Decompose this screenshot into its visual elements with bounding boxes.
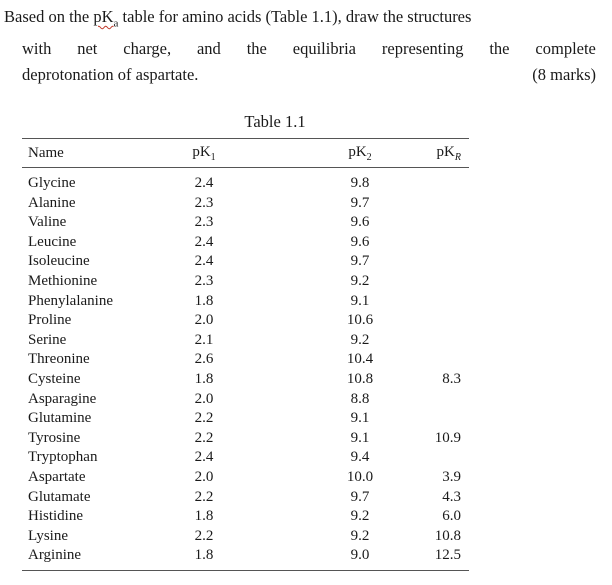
cell-pk2: 9.1 [350, 292, 370, 309]
cell-pkr [420, 194, 469, 214]
cell-pkr [420, 252, 469, 272]
cell-name: Alanine [28, 194, 76, 211]
question-intro: Based on the [4, 7, 94, 26]
question-line-1-text [4, 4, 471, 36]
header-name: Name [22, 139, 168, 168]
cell-name: Methionine [28, 272, 98, 289]
table-row [22, 213, 469, 233]
table-row [22, 233, 469, 253]
question-word: representing [381, 39, 464, 59]
cell-name: Proline [28, 312, 72, 329]
cell-pkr [420, 331, 469, 351]
question-word: complete [535, 39, 596, 59]
cell-pk1: 1.8 [194, 370, 214, 387]
cell-name: Glutamate [28, 488, 91, 505]
cell-pk2: 9.2 [350, 331, 370, 348]
pka-table [22, 138, 469, 571]
cell-pk1: 1.8 [194, 292, 214, 309]
table-row [22, 429, 469, 449]
cell-pk1: 2.2 [194, 410, 214, 427]
question-word: charge, [123, 39, 172, 59]
header-pk1 [168, 139, 240, 168]
question-line-1 [4, 4, 596, 36]
cell-name: Cysteine [28, 370, 81, 387]
cell-pkr [420, 272, 469, 292]
cell-name: Valine [28, 214, 67, 231]
table-row [22, 468, 469, 488]
cell-name: Histidine [28, 508, 83, 525]
cell-pk2: 9.7 [350, 488, 370, 505]
cell-pk1: 2.4 [194, 175, 214, 191]
cell-pkr [420, 448, 469, 468]
header-pk2 [240, 139, 420, 168]
cell-pk1: 2.0 [194, 468, 214, 485]
cell-pk1: 2.4 [194, 233, 214, 250]
cell-pkr [420, 350, 469, 370]
cell-name: Threonine [28, 351, 90, 368]
header-pk2-sub: 2 [366, 151, 372, 163]
cell-name: Lysine [28, 527, 68, 544]
cell-name: Leucine [28, 233, 77, 250]
cell-pkr: 6.0 [442, 508, 461, 525]
cell-pkr [420, 213, 469, 233]
cell-pk2: 9.7 [350, 194, 370, 211]
cell-pkr [420, 292, 469, 312]
cell-name: Tryptophan [28, 449, 98, 466]
table-row [22, 350, 469, 370]
table-title: Table 1.1 [244, 112, 306, 131]
cell-pk2: 9.2 [350, 527, 370, 544]
header-row [22, 139, 469, 168]
cell-pk1: 2.6 [194, 351, 214, 368]
table-row [22, 409, 469, 429]
cell-name: Glycine [28, 175, 76, 191]
question-line-3-text: deprotonation of aspartate. [22, 65, 199, 85]
cell-pk2: 9.1 [350, 410, 370, 427]
question-line-1-rest: table for amino acids (Table 1.1), draw the structures [118, 7, 472, 26]
cell-pkr [420, 390, 469, 410]
cell-pk2: 9.8 [350, 175, 370, 191]
marks-label: (8 marks) [532, 65, 596, 85]
cell-pk2: 9.2 [350, 508, 370, 525]
cell-pk2: 9.7 [350, 253, 370, 270]
cell-name: Asparagine [28, 390, 97, 407]
cell-pkr [420, 311, 469, 331]
table-row [22, 331, 469, 351]
question-line-3 [4, 62, 596, 88]
cell-pk1: 2.2 [194, 488, 214, 505]
pka-term-base: pK [93, 7, 114, 26]
cell-name: Isoleucine [28, 253, 90, 270]
table-row [22, 488, 469, 508]
table-row [22, 272, 469, 292]
pka-term-sub: a [113, 17, 119, 30]
cell-pk1: 2.2 [194, 527, 214, 544]
question-word: and [196, 39, 221, 59]
cell-pk2: 9.1 [350, 429, 370, 446]
cell-pk2: 10.8 [346, 370, 374, 387]
cell-pk1: 2.3 [194, 194, 214, 211]
table-row [22, 546, 469, 570]
cell-pk1: 1.8 [168, 546, 240, 570]
table-row [22, 292, 469, 312]
cell-pk2: 10.4 [346, 351, 374, 368]
pka-term [93, 7, 119, 30]
cell-pk2: 9.4 [350, 449, 370, 466]
header-pk1-sub: 1 [210, 151, 216, 163]
table-row [22, 390, 469, 410]
cell-pk1: 1.8 [194, 508, 214, 525]
cell-pk1: 2.0 [194, 390, 214, 407]
cell-pk2: 10.0 [346, 468, 374, 485]
cell-name: Phenylalanine [28, 292, 113, 309]
cell-name: Glutamine [28, 410, 92, 427]
cell-pk2: 10.6 [346, 312, 374, 329]
cell-pk2: 9.6 [350, 233, 370, 250]
question-word: with [22, 39, 52, 59]
question-line-2 [4, 36, 596, 62]
question-word: the [489, 39, 510, 59]
table-row [22, 252, 469, 272]
cell-pk2: 8.8 [350, 390, 370, 407]
table-row [22, 370, 469, 390]
cell-name: Arginine [22, 546, 168, 570]
question-line-2-text [22, 36, 596, 62]
table-row [22, 194, 469, 214]
cell-pk2: 9.0 [240, 546, 420, 570]
cell-pkr [420, 233, 469, 253]
table-row [22, 507, 469, 527]
cell-pkr [420, 409, 469, 429]
question-text [4, 4, 596, 88]
question-word: net [77, 39, 98, 59]
cell-pk1: 2.4 [194, 449, 214, 466]
table-row [22, 527, 469, 547]
cell-pkr: 12.5 [420, 546, 469, 570]
header-pkr-base: pK [436, 143, 455, 160]
cell-pkr: 3.9 [442, 468, 461, 485]
header-pkr-sub-text: R [454, 151, 461, 163]
cell-name: Aspartate [28, 468, 86, 485]
header-pk2-base: pK [348, 143, 367, 160]
cell-pk1: 2.0 [194, 312, 214, 329]
table-row [22, 311, 469, 331]
table-row [22, 168, 469, 194]
header-pkr [420, 139, 469, 168]
cell-pk1: 2.3 [194, 272, 214, 289]
cell-pk1: 2.3 [194, 214, 214, 231]
table-body [22, 168, 469, 571]
cell-pk1: 2.4 [194, 253, 214, 270]
cell-pkr: 10.9 [434, 429, 461, 446]
header-pkr-sub [455, 152, 461, 163]
question-word: equilibria [292, 39, 356, 59]
table-row [22, 448, 469, 468]
cell-pk2: 9.2 [350, 272, 370, 289]
cell-pkr: 10.8 [434, 527, 461, 544]
cell-pk1: 2.1 [194, 331, 214, 348]
pka-table-grid [22, 138, 469, 571]
question-word: the [246, 39, 267, 59]
cell-name: Tyrosine [28, 429, 81, 446]
cell-pkr: 8.3 [442, 370, 461, 387]
cell-pkr [420, 168, 469, 194]
table-header [22, 139, 469, 168]
cell-pk2: 9.6 [350, 214, 370, 231]
cell-pk1: 2.2 [194, 429, 214, 446]
header-pk1-base: pK [192, 143, 211, 160]
cell-name: Serine [28, 331, 67, 348]
cell-pkr: 4.3 [442, 488, 461, 505]
